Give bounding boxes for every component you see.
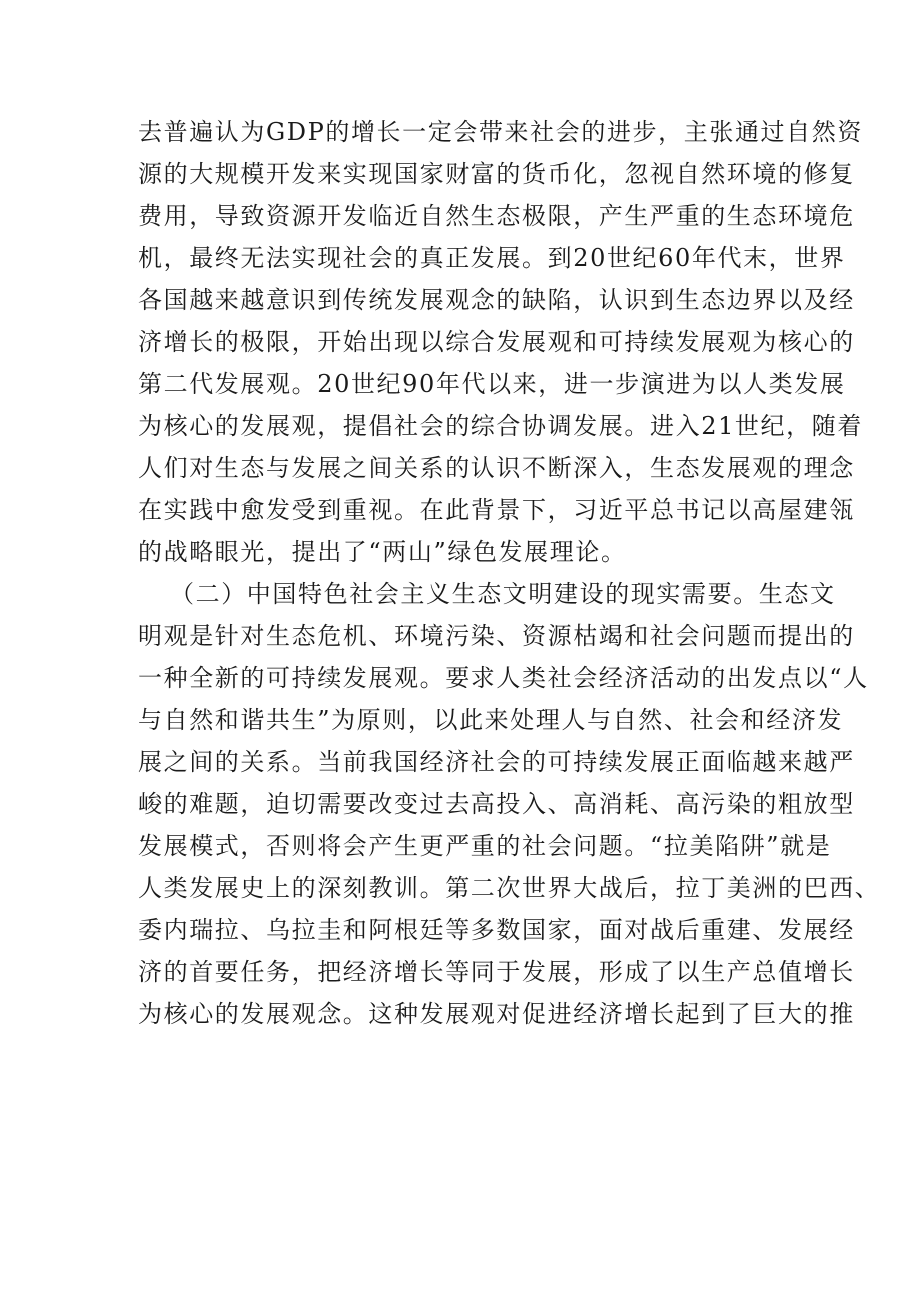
paragraph-line: 与自然和谐共生”为原则，以此来处理人与自然、社会和经济发 bbox=[138, 706, 844, 734]
paragraph-line: 去普遍认为GDP的增长一定会带来社会的进步，主张通过自然资 bbox=[138, 118, 863, 146]
paragraph-line: 峻的难题，迫切需要改变过去高投入、高消耗、高污染的粗放型 bbox=[138, 790, 855, 818]
paragraph-2 bbox=[138, 573, 881, 1077]
paragraph-line: 在实践中愈发受到重视。在此背景下，习近平总书记以高屋建瓴 bbox=[138, 496, 855, 524]
paragraph-line: 各国越来越意识到传统发展观念的缺陷，认识到生态边界以及经 bbox=[138, 286, 855, 314]
paragraph-line: 第二代发展观。20世纪90年代以来，进一步演进为以人类发展 bbox=[138, 370, 846, 398]
paragraph-line bbox=[138, 1035, 798, 1077]
paragraph-line: 机，最终无法实现社会的真正发展。到20世纪60年代末，世界 bbox=[138, 244, 846, 272]
paragraph-line: 源的大规模开发来实现国家财富的货币化，忽视自然环境的修复 bbox=[138, 160, 855, 188]
paragraph-line: 明观是针对生态危机、环境污染、资源枯竭和社会问题而提出的 bbox=[138, 622, 855, 650]
paragraph-line: 济的首要任务，把经济增长等同于发展，形成了以生产总值增长 bbox=[138, 958, 855, 986]
paragraph-line: 济增长的极限，开始出现以综合发展观和可持续发展观为核心的 bbox=[138, 328, 855, 356]
paragraph-line: 人类发展史上的深刻教训。第二次世界大战后，拉丁美洲的巴西、 bbox=[138, 874, 881, 902]
body-text bbox=[138, 111, 881, 1077]
paragraph-line: 委内瑞拉、乌拉圭和阿根廷等多数国家，面对战后重建、发展经 bbox=[138, 916, 855, 944]
paragraph-line: 一种全新的可持续发展观。要求人类社会经济活动的出发点以“人 bbox=[138, 664, 869, 692]
paragraph-line: 为核心的发展观念。这种发展观对促进经济增长起到了巨大的推 bbox=[138, 1000, 855, 1028]
paragraph-1 bbox=[138, 111, 863, 573]
paragraph-line: 发展模式，否则将会产生更严重的社会问题。“拉美陷阱”就是 bbox=[138, 832, 832, 860]
paragraph-line: 费用，导致资源开发临近自然生态极限，产生严重的生态环境危 bbox=[138, 202, 855, 230]
paragraph-line: 的战略眼光，提出了“两山”绿色发展理论。 bbox=[138, 538, 627, 566]
paragraph-line: 人们对生态与发展之间关系的认识不断深入，生态发展观的理念 bbox=[138, 454, 855, 482]
paragraph-heading-line: （二）中国特色社会主义生态文明建设的现实需要。生态文 bbox=[170, 580, 836, 608]
paragraph-line: 展之间的关系。当前我国经济社会的可持续发展正面临越来越严 bbox=[138, 748, 855, 776]
paragraph-line: 为核心的发展观，提倡社会的综合协调发展。进入21世纪，随着 bbox=[138, 412, 863, 440]
